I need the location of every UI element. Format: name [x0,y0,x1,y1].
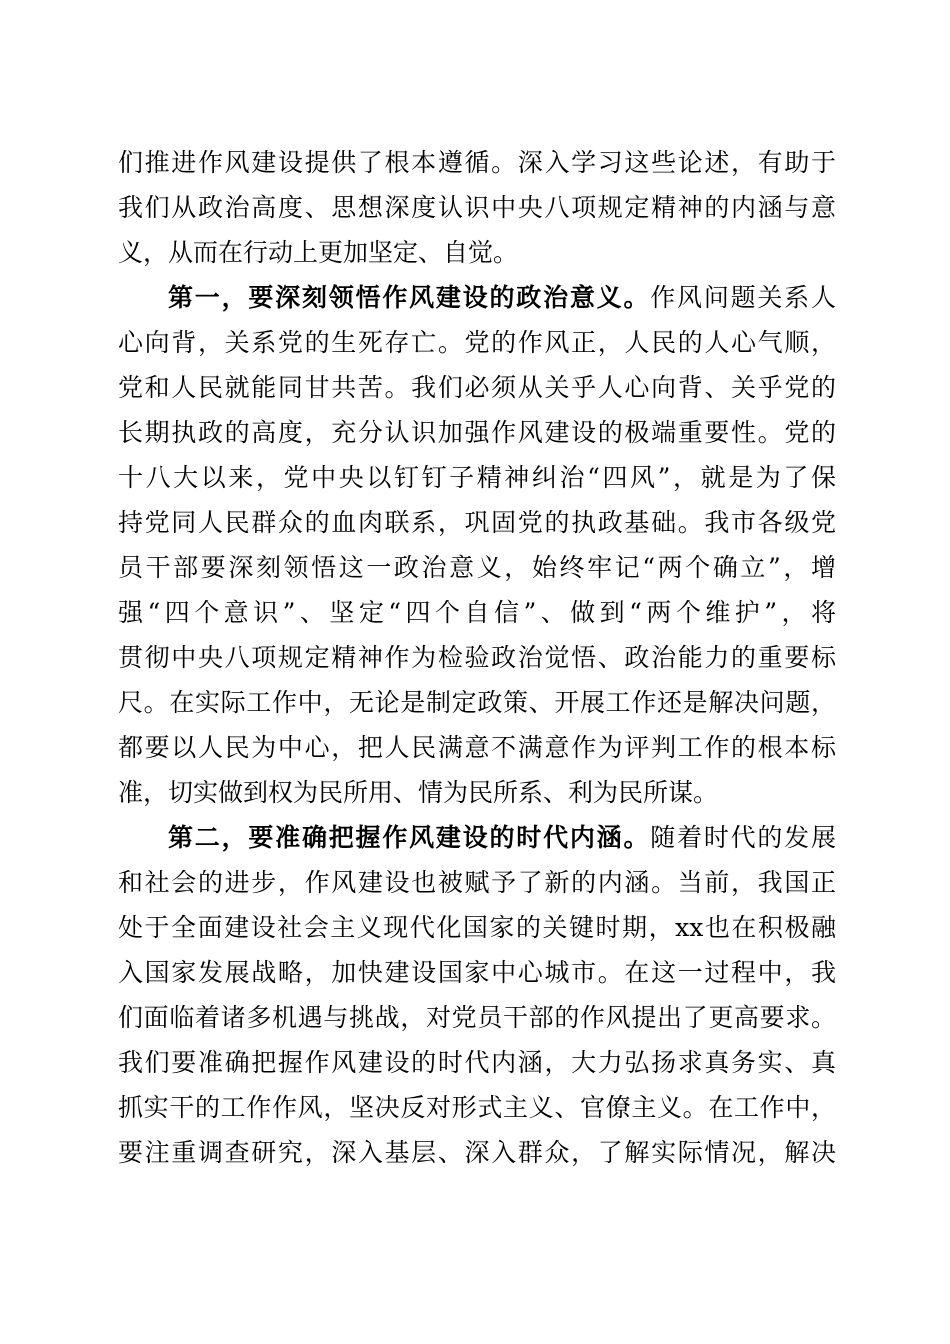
text-line: 心向背，关系党的生死存亡。党的作风正，人民的人心气顺， [118,328,836,357]
text-line: 们推进作风建设提供了根本遵循。深入学习这些论述，有助于 [118,148,836,177]
text-line: 要注重调查研究，深入基层、深入群众，了解实际情况，解决 [118,1138,836,1167]
text-line: 党和人民就能同甘共苦。我们必须从关乎人心向背、关乎党的 [118,373,836,402]
text-line: 持党同人民群众的血肉联系，巩固党的执政基础。我市各级党 [118,508,836,537]
text-line: 义，从而在行动上更加坚定、自觉。 [118,238,519,267]
paragraph-first-line [168,818,836,858]
text-line: 抓实干的工作作风，坚决反对形式主义、官僚主义。在工作中， [118,1093,836,1122]
text-line: 长期执政的高度，充分认识加强作风建设的极端重要性。党的 [118,418,836,447]
text-line: 和社会的进步，作风建设也被赋予了新的内涵。当前，我国正 [118,868,836,897]
text-line: 处于全面建设社会主义现代化国家的关键时期，xx也在积极融 [118,913,836,942]
text-line: 尺。在实际工作中，无论是制定政策、开展工作还是解决问题， [118,688,836,717]
paragraph-first-line [168,278,836,318]
text-span: 作风问题关系人 [650,283,836,312]
text-line: 我们从政治高度、思想深度认识中央八项规定精神的内涵与意 [118,193,836,222]
section-heading: 第二，要准确把握作风建设的时代内涵。 [168,823,651,852]
text-line: 都要以人民为中心，把人民满意不满意作为评判工作的根本标 [118,733,836,762]
text-line: 入国家发展战略，加快建设国家中心城市。在这一过程中，我 [118,958,836,987]
text-line: 我们要准确把握作风建设的时代内涵，大力弘扬求真务实、真 [118,1048,836,1077]
section-heading: 第一，要深刻领悟作风建设的政治意义。 [168,283,651,312]
text-line: 强“四个意识”、坚定“四个自信”、做到“两个维护”，将 [118,598,836,627]
text-line: 十八大以来，党中央以钉钉子精神纠治“四风”，就是为了保 [118,463,836,492]
text-line: 员干部要深刻领悟这一政治意义，始终牢记“两个确立”，增 [118,553,836,582]
text-span: 随着时代的发展 [650,823,836,852]
text-line: 们面临着诸多机遇与挑战，对党员干部的作风提出了更高要求。 [118,1003,836,1032]
text-line: 贯彻中央八项规定精神作为检验政治觉悟、政治能力的重要标 [118,643,836,672]
text-line: 准，切实做到权为民所用、情为民所系、利为民所谋。 [118,778,719,807]
